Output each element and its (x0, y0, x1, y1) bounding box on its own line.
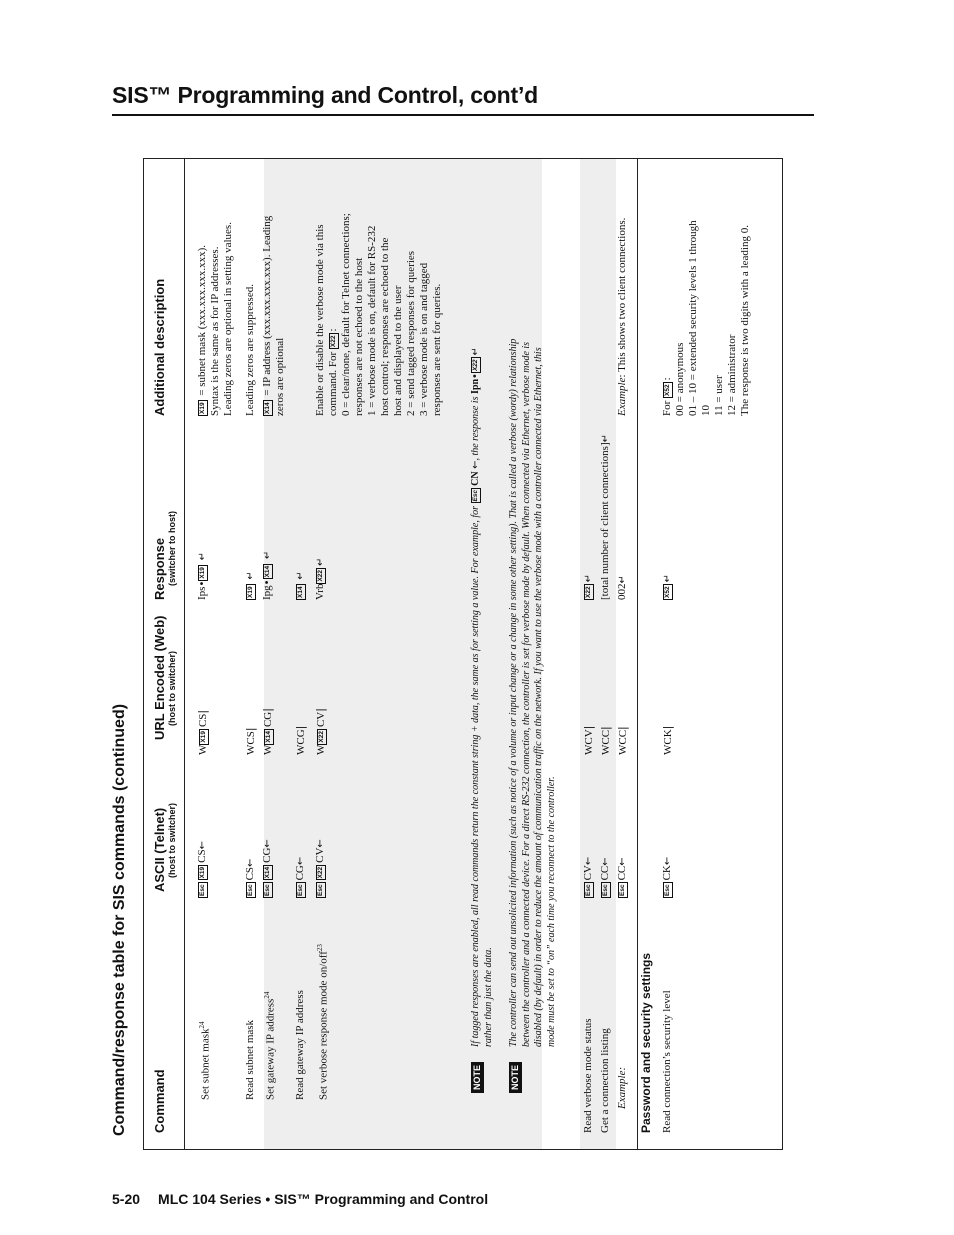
desc-security-level: For X52: 00 = anonymous 01 – 10 = extended security levels 1 through 10 11 = user 12 = administrator The response is two digits with a leading 0. (661, 220, 751, 416)
note-badge-1: NOTE (471, 1062, 484, 1093)
resp-read-gateway: X14 ↵ (295, 571, 306, 598)
page-title: SIS™ Programming and Control, cont’d (112, 82, 538, 108)
resp-connection-listing: [total number of client connections]↵ (599, 433, 611, 600)
col-description: Additional description (152, 278, 167, 416)
command-table (144, 159, 782, 1149)
ascii-read-gateway: EscCG← (294, 856, 306, 896)
desc-set-subnet: X19 = subnet mask (xxx.xxx.xxx.xxx). Syntax is the same as for IP addresses. Leading zeros are optional in setting values. (196, 222, 234, 416)
desc-set-gateway: X14 = IP address (xxx.xxx.xxx.xxx). Leading zeros are optional (261, 215, 286, 416)
ascii-connection-listing: EscCC← (599, 857, 611, 896)
footer-text: MLC 104 Series • SIS™ Programming and Control (158, 1191, 489, 1207)
cmd-example: Example: (616, 1066, 628, 1109)
url-set-verbose: WX22CV| (314, 708, 327, 755)
note-verbose: The controller can send out unsolicited information (such as notice of a volume or input change or a change in some other setting). That is called a verbose (wordy) relationship between the controller and a connected device. For a direct RS-232 connection, the controller is set for verbose mode by default. When connected via Ethernet, verbose mode is disabled (by default) in order to reduce the amount of communication traffic on the network. If you want to use the verbose mode with a controller connected via Ethernet, this mode must be set to “on” each time you reconnect to the controller. (508, 338, 557, 1047)
cmd-connection-listing: Get a connection listing (599, 1028, 611, 1133)
resp-example: 002↵ (616, 575, 628, 600)
col-ascii: ASCII (Telnet) (host to switcher) (152, 802, 177, 892)
url-example: WCC| (616, 726, 629, 755)
ascii-read-verbose: EscCV← (582, 856, 594, 896)
desc-read-subnet: Leading zeros are suppressed. (244, 284, 256, 416)
page-number: 5-20 (112, 1191, 141, 1207)
section-password-security: Password and security settings (639, 952, 653, 1133)
col-url: URL Encoded (Web) (host to switcher) (152, 615, 177, 740)
cmd-read-verbose: Read verbose mode status (582, 1018, 594, 1133)
cmd-read-gateway: Read gateway IP address (294, 990, 306, 1100)
section-rule (637, 159, 638, 1149)
page-footer (112, 1191, 488, 1207)
ascii-read-subnet: EscCS← (244, 858, 256, 896)
ascii-set-verbose: EscX22CV← (314, 839, 326, 896)
resp-security-level: X52↵ (662, 574, 673, 598)
cmd-set-gateway: Set gateway IP address$^{24}$ (263, 991, 277, 1100)
ascii-set-gateway: EscX14CG← (261, 839, 273, 896)
cmd-read-subnet: Read subnet mask (244, 1019, 256, 1100)
url-connection-listing: WCC| (599, 726, 612, 755)
ascii-security-level: EscCK← (661, 856, 673, 896)
cmd-security-level: Read connection’s security level (661, 990, 673, 1133)
resp-set-verbose: VrbX22↵ (314, 557, 326, 600)
url-read-gateway: WCG| (294, 725, 307, 755)
note-badge-2: NOTE (509, 1062, 522, 1093)
shade-band-2 (580, 159, 616, 1149)
resp-set-gateway: Ipg•X14 ↵ (261, 550, 273, 600)
resp-read-subnet: X19 ↵ (245, 571, 256, 598)
url-set-gateway: WX14CG| (261, 708, 274, 755)
table-title: Command/response table for SIS commands (continued) (111, 703, 128, 1136)
note-tagged: If tagged responses are enabled, all read commands return the constant string + data, the same as for setting a value. For example, for EscCN ←, the response is Ipn•X22↵ rather than just the data. (470, 347, 494, 1047)
cmd-set-subnet: Set subnet mask$^{24}$ (198, 1021, 212, 1100)
resp-read-verbose: X22↵ (583, 574, 594, 598)
desc-example: Example: This shows two client connections. (616, 217, 628, 416)
url-set-subnet: WX19CS| (196, 709, 209, 755)
url-security-level: WCK| (661, 725, 674, 755)
ascii-set-subnet: EscX19CS← (196, 840, 208, 896)
ascii-example: EscCC← (616, 857, 628, 896)
header-rule (184, 159, 185, 1149)
cmd-set-verbose: Set verbose response mode on/off$^{23}$ (316, 944, 330, 1100)
col-command: Command (152, 1069, 167, 1133)
url-read-verbose: WCV| (582, 725, 595, 755)
url-read-subnet: WCS| (244, 727, 257, 755)
resp-set-subnet: Ips•X19 ↵ (196, 551, 208, 600)
col-response: Response (switcher to host) (152, 510, 177, 600)
desc-set-verbose: Enable or disable the verbose mode via this command. For X22: 0 = clear/none, default for Telnet connections; responses are not echoed to the host 1 = verbose mode is on, default for RS-232 host control; responses are echoed to the host and displayed to the user 2 = send tagged responses for queries 3 = verbose mode is on and tagged responses are sent for queries. (314, 213, 443, 416)
